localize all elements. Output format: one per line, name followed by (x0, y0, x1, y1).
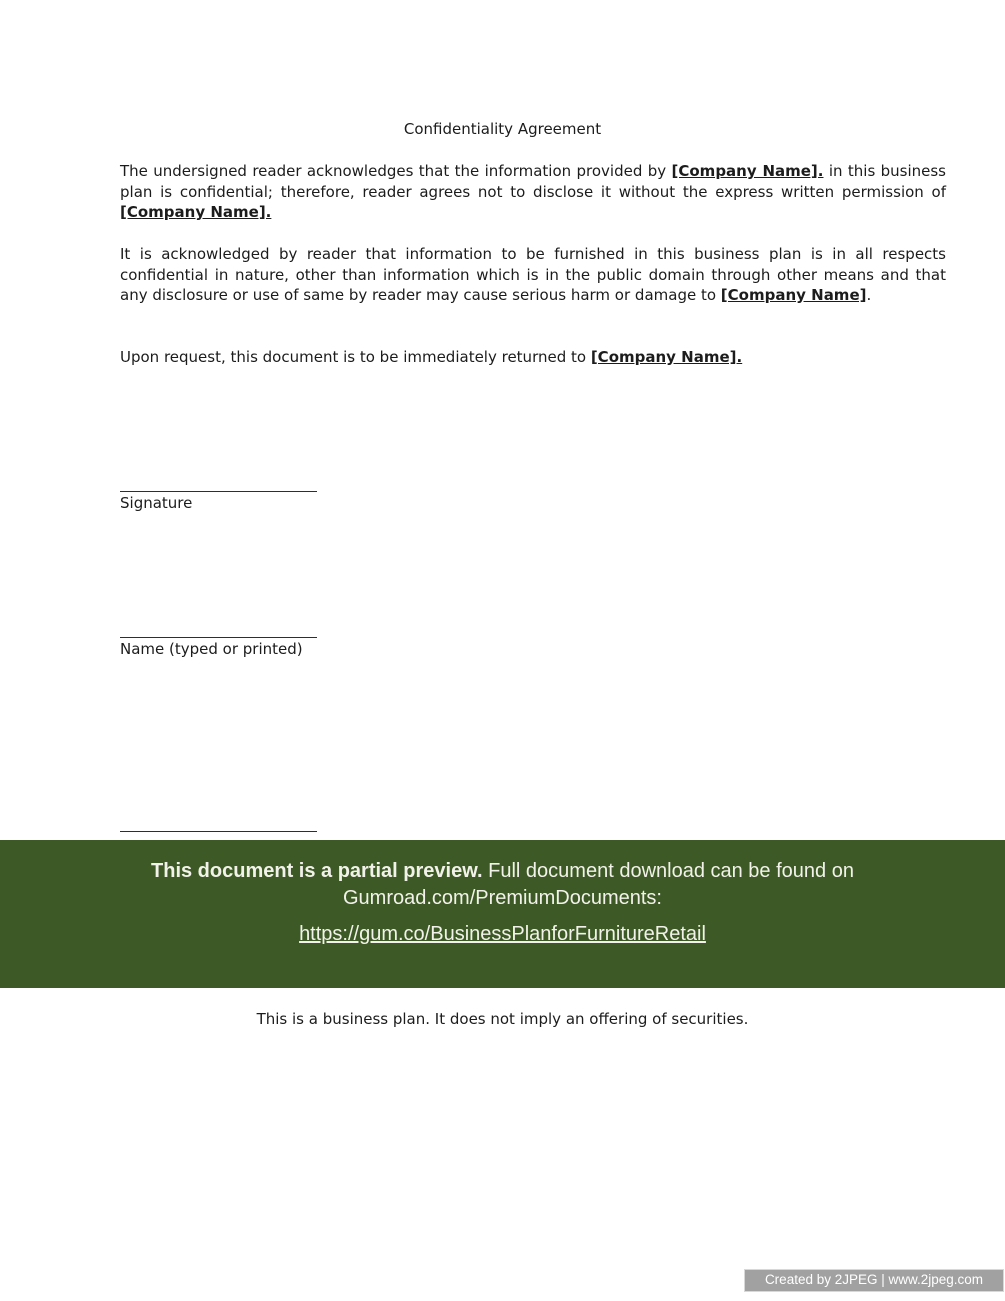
paragraph-2 (120, 244, 946, 306)
gumroad-link[interactable]: https://gum.co/BusinessPlanforFurnitureRetail (299, 923, 706, 945)
name-line (120, 618, 317, 638)
paragraph-1 (120, 161, 946, 223)
signature-label: Signature (120, 494, 193, 512)
paragraph-text: in this business plan is confidential; therefore, reader agrees not to disclose it without the express written permission of (120, 162, 946, 201)
banner-regular-text: Full document download can be found on Gumroad.com/PremiumDocuments: (343, 860, 854, 909)
banner-message (0, 840, 1005, 912)
page-title: Confidentiality Agreement (403, 120, 602, 138)
name-label: Name (typed or printed) (120, 640, 303, 658)
paragraph-text: . (866, 286, 872, 304)
banner-link-row (0, 921, 1005, 948)
banner-bold-text: This document is a partial preview. (151, 860, 483, 882)
signature-block (120, 472, 317, 514)
company-name-placeholder: [Company Name]. (590, 348, 743, 366)
company-name-placeholder: [Company Name]. (120, 203, 272, 221)
disclaimer-text: This is a business plan. It does not imply an offering of securities. (256, 1010, 749, 1028)
extra-signature-line (120, 812, 317, 832)
paragraph-text: The undersigned reader acknowledges that the information provided by (120, 162, 672, 180)
company-name-placeholder: [Company Name]. (671, 162, 824, 180)
watermark-badge: Created by 2JPEG | www.2jpeg.com (744, 1269, 1004, 1292)
paragraph-text: Upon request, this document is to be immediately returned to (120, 348, 591, 366)
paragraph-3 (120, 347, 946, 368)
preview-banner (0, 840, 1005, 988)
name-block (120, 618, 317, 660)
company-name-placeholder: [Company Name] (720, 286, 867, 304)
signature-line (120, 472, 317, 492)
paragraph-text: It is acknowledged by reader that information to be furnished in this business plan is in all respects confidential in nature, other than information which is in the public domain through other means and that any disclosure or use of same by reader may cause serious harm or damage to (120, 245, 946, 304)
extra-signature-block (120, 812, 317, 832)
